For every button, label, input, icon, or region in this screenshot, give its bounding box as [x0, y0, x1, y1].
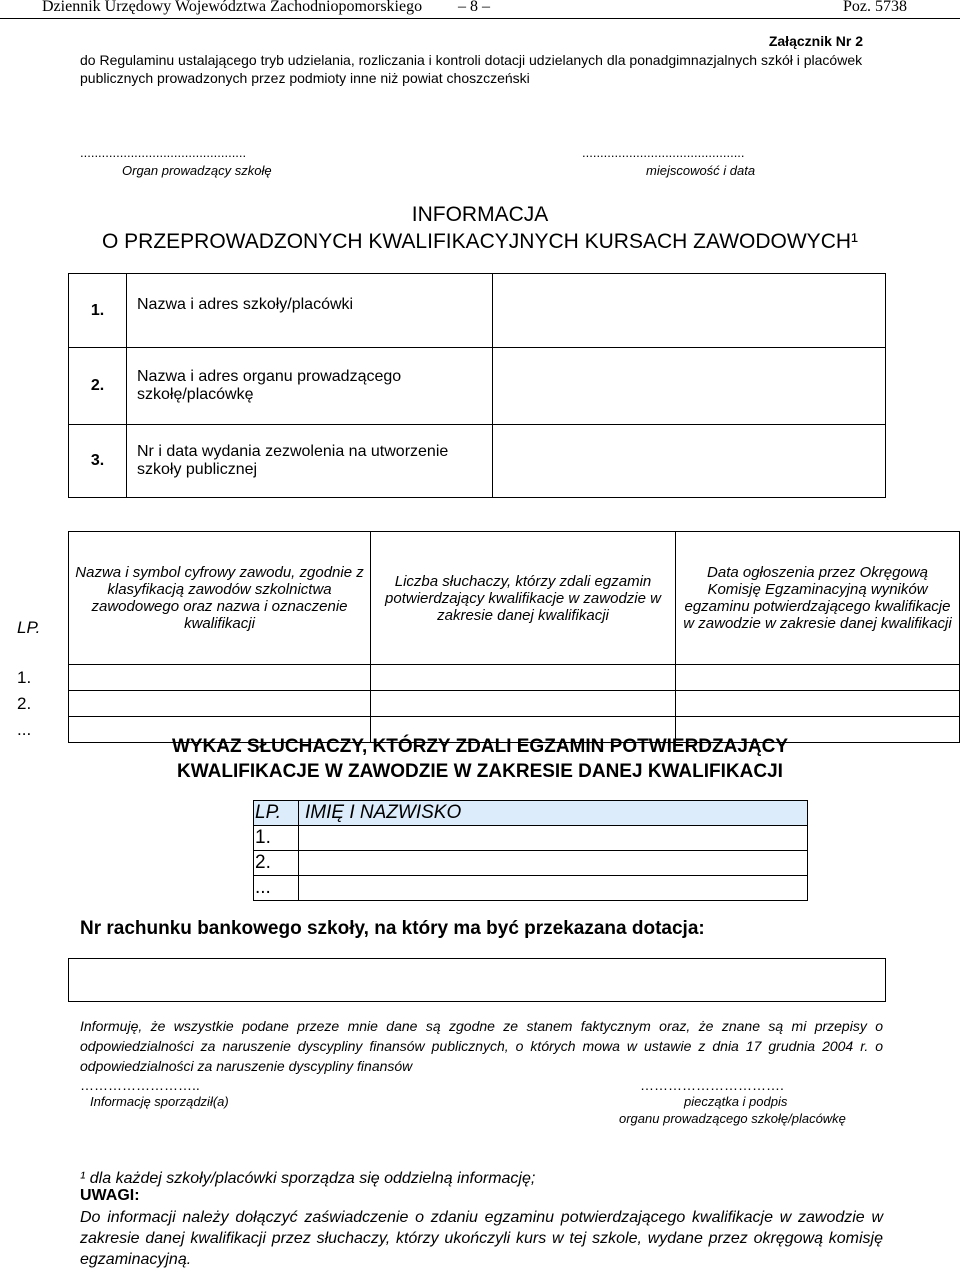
- passed-count-cell[interactable]: [371, 691, 676, 717]
- position-number: Poz. 5738: [843, 0, 907, 15]
- school-info-table: [68, 273, 886, 498]
- organ-label: Organ prowadzący szkołę: [122, 163, 272, 178]
- info-row-label: Nazwa i adres szkoły/placówki: [127, 274, 493, 348]
- table-row: [16, 691, 960, 717]
- bank-account-field[interactable]: [68, 958, 886, 1002]
- info-row-number: 3.: [69, 425, 127, 498]
- place-date-dots: .............................................: [582, 145, 745, 160]
- remarks-text: Do informacji należy dołączyć zaświadczenie o zdaniu egzaminu potwierdzającego kwalifikacje w zawodzie w zakresie danej kwalifikacji przez słuchaczy, którzy ukończyli kurs w tej szkole, wydane przez okręgową komisję egzaminacyjną.: [80, 1209, 883, 1268]
- info-row-label: Nr i data wydania zezwolenia na utworzenie szkoły publicznej: [127, 425, 493, 498]
- author-label: Informację sporządził(a): [90, 1094, 229, 1109]
- organ-dots: ..............................................: [80, 145, 247, 160]
- document-title: INFORMACJA: [411, 203, 549, 226]
- list-header-row: [254, 801, 808, 826]
- students-list-table: [253, 800, 808, 901]
- results-date-header: Data ogłoszenia przez Okręgową Komisję Egzaminacyjną wyników egzaminu potwierdzającego kwalifikacje w zawodzie w zakresie danej kwalifikacji: [676, 532, 960, 665]
- main-header-row: [16, 532, 960, 665]
- stamp-label-organ: organu prowadzącego szkołę/placówkę: [619, 1111, 846, 1126]
- passed-count-cell[interactable]: [371, 665, 676, 691]
- results-date-cell[interactable]: [676, 691, 960, 717]
- qualification-cell[interactable]: [69, 691, 371, 717]
- place-date-label: miejscowość i data: [646, 163, 756, 178]
- list-lp-header: LP.: [254, 801, 299, 826]
- page-number: – 8 –: [458, 0, 490, 15]
- info-row: [69, 425, 886, 498]
- permit-field[interactable]: [493, 425, 886, 498]
- organ-name-field[interactable]: [493, 348, 886, 425]
- author-dots: ……………………..: [80, 1077, 200, 1093]
- list-name-header: IMIĘ I NAZWISKO: [299, 801, 808, 826]
- document-subtitle: O PRZEPROWADZONYCH KWALIFIKACYJNYCH KURSACH ZAWODOWYCH¹: [101, 230, 859, 253]
- info-row-number: 2.: [69, 348, 127, 425]
- school-name-field[interactable]: [493, 274, 886, 348]
- journal-title: Dziennik Urzędowy Województwa Zachodniopomorskiego: [42, 0, 423, 15]
- info-row: [69, 348, 886, 425]
- annex-title: Załącznik Nr 2: [768, 33, 863, 49]
- row-number: ...: [17, 719, 32, 739]
- list-row: [254, 876, 808, 901]
- list-row-number: ...: [254, 876, 299, 901]
- list-row: [254, 851, 808, 876]
- footnote: ¹ dla każdej szkoły/placówki sporządza się oddzielną informację;: [80, 1170, 536, 1187]
- student-name-cell[interactable]: [299, 826, 808, 851]
- student-name-cell[interactable]: [299, 851, 808, 876]
- list-row-number: 2.: [254, 851, 299, 876]
- annex-description: do Regulaminu ustalającego tryb udzielania, rozliczania i kontroli dotacji udzielanych dla ponadgimnazjalnych szkół i placówek publicznych prowadzonych przez podmioty inne niż powiat choszczeński: [80, 52, 863, 86]
- stamp-label: pieczątka i podpis: [684, 1094, 788, 1109]
- exam-results-table: [16, 531, 960, 743]
- lp-header: LP.: [17, 617, 41, 637]
- row-number: 2.: [17, 693, 32, 713]
- list-row-number: 1.: [254, 826, 299, 851]
- qualification-cell[interactable]: [69, 665, 371, 691]
- passed-count-header: Liczba słuchaczy, którzy zdali egzamin potwierdzający kwalifikacje w zawodzie w zakresie danej kwalifikacji: [371, 532, 676, 665]
- student-name-cell[interactable]: [299, 876, 808, 901]
- info-row-label: Nazwa i adres organu prowadzącego szkołę/placówkę: [127, 348, 493, 425]
- info-row-number: 1.: [69, 274, 127, 348]
- row-number: 1.: [17, 667, 32, 687]
- remarks-label: UWAGI:: [80, 1187, 140, 1204]
- stamp-dots: ………………………….: [640, 1077, 784, 1093]
- results-date-cell[interactable]: [676, 665, 960, 691]
- list-title-line2: KWALIFIKACJE W ZAWODZIE W ZAKRESIE DANEJ KWALIFIKACJI: [177, 761, 783, 782]
- list-title-line1: WYKAZ SŁUCHACZY, KTÓRZY ZDALI EGZAMIN POTWIERDZAJĄCY: [171, 736, 789, 757]
- bank-account-label: Nr rachunku bankowego szkoły, na który ma być przekazana dotacja:: [80, 918, 705, 939]
- table-row: [16, 665, 960, 691]
- qualification-header: Nazwa i symbol cyfrowy zawodu, zgodnie z klasyfikacją zawodów szkolnictwa zawodowego oraz nazwa i oznaczenie kwalifikacji: [69, 532, 371, 665]
- statement-text: Informuję, że wszystkie podane przeze mnie dane są zgodne ze stanem faktycznym oraz, że znane są mi przepisy o odpowiedzialności za naruszenie dyscypliny finansów publicznych, o których mowa w ustawie z dnia 17 grudnia 2004 r. o odpowiedzialności za naruszenie dyscypliny finansów: [80, 1018, 883, 1074]
- list-row: [254, 826, 808, 851]
- info-row: [69, 274, 886, 348]
